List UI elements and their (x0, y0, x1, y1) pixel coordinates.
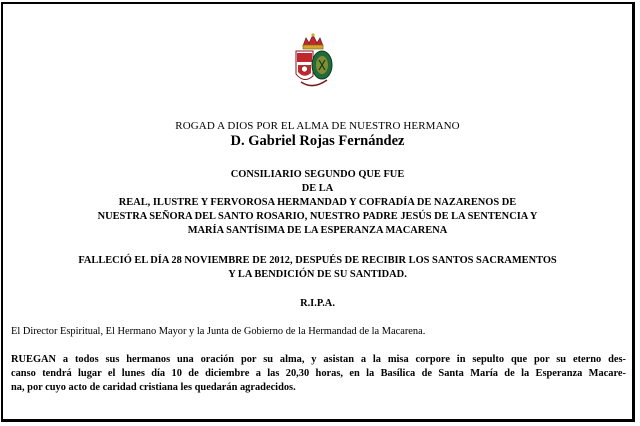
role-line: MARÍA SANTÍSIMA DE LA ESPERANZA MACARENA (187, 225, 448, 236)
deceased-name: D. Gabriel Rojas Fernández (230, 133, 405, 149)
role-line: DE LA (301, 183, 334, 194)
brotherhood-crest-icon (289, 32, 337, 92)
header-text: ROGAD A DIOS POR EL ALMA DE NUESTRO HERMANO (175, 120, 460, 132)
request-paragraph (11, 353, 626, 395)
ripa-text: R.I.P.A. (300, 298, 335, 309)
obituary-card (1, 2, 635, 422)
request-line: RUEGAN a todos sus hermanos una oración por su alma, y asistan a la misa corpore in sepulto que por su eterno des- (11, 354, 626, 365)
death-line: Y LA BENDICIÓN DE SU SANTIDAD. (228, 269, 407, 280)
role-line: CONSILIARIO SEGUNDO QUE FUE (230, 169, 405, 180)
death-line: FALLECIÓ EL DÍA 28 NOVIEMBRE DE 2012, DESPUÉS DE RECIBIR LOS SANTOS SACRAMENTOS (78, 255, 557, 266)
request-line: canso tendrá lugar el lunes día 10 de diciembre a las 20,30 horas, en la Basílica de Santa María de la Esperanza Macare- (11, 368, 626, 379)
role-line: NUESTRA SEÑORA DEL SANTO ROSARIO, NUESTRO PADRE JESÚS DE LA SENTENCIA Y (97, 211, 538, 222)
signatories-paragraph: El Director Espiritual, El Hermano Mayor y la Junta de Gobierno de la Hermandad de la Macarena. (11, 326, 426, 337)
request-line: na, por cuyo acto de caridad cristiana les quedarán agradecidos. (11, 382, 296, 393)
role-line: REAL, ILUSTRE Y FERVOROSA HERMANDAD Y COFRADÍA DE NAZARENOS DE (118, 197, 517, 208)
